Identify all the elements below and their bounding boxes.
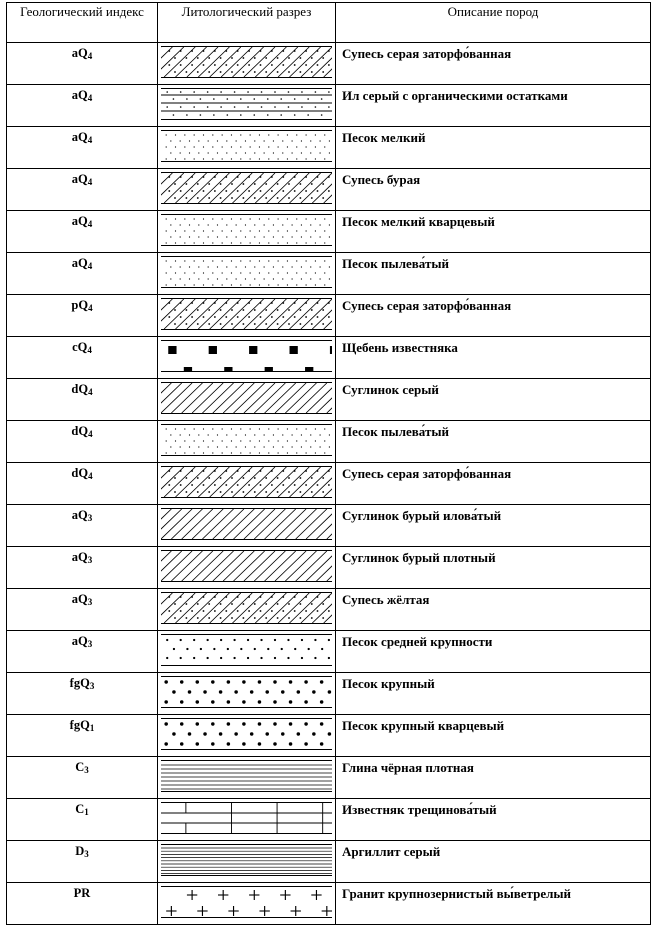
geological-index-subscript: 4 [87,93,93,103]
geological-index [7,757,158,799]
table-row [7,253,651,295]
header-section: Литологический разрез [158,3,336,43]
geological-index [7,421,158,463]
table-row [7,85,651,127]
lithology-cell [158,337,336,379]
lithology-cell [158,43,336,85]
rock-description: Супесь бурая [336,169,651,211]
rock-description: Глина чёрная плотная [336,757,651,799]
geological-index-base: aQ [71,214,88,228]
lithology-pattern-sandy-loam [161,46,332,78]
lithology-pattern-fine-sand [161,256,332,288]
table-body [7,43,651,925]
geological-index-subscript: 4 [88,429,93,439]
geological-index [7,673,158,715]
lithology-pattern-fine-sand [161,130,332,162]
geological-index-base: fgQ [69,718,90,732]
geological-index-subscript: 3 [87,597,93,607]
lithology-cell [158,463,336,505]
pattern-svg [161,467,332,497]
geological-index-base: pQ [71,298,89,312]
table-row [7,169,651,211]
lithology-cell [158,631,336,673]
geological-index-base: aQ [71,130,88,144]
pattern-svg [161,89,332,119]
rock-description: Щебень известняка [336,337,651,379]
geological-index-subscript: 4 [87,345,92,355]
pattern-svg [161,677,332,707]
geological-index-base: dQ [71,466,89,480]
geological-index-base: C [75,802,85,816]
rock-description: Суглинок бурый плотный [336,547,651,589]
pattern-svg [161,635,332,665]
pattern-svg [161,425,332,455]
lithology-cell [158,127,336,169]
geological-index-subscript: 4 [87,51,93,61]
geological-index-subscript: 1 [89,723,95,733]
rock-description: Песок пылева́тый [336,421,651,463]
pattern-svg [161,131,332,161]
pattern-svg [161,509,332,539]
lithology-cell [158,379,336,421]
rock-description: Суглинок бурый илова́тый [336,505,651,547]
table-row [7,589,651,631]
geological-index-base: dQ [71,424,89,438]
lithology-cell [158,211,336,253]
pattern-svg [161,47,332,77]
geological-index-subscript: 4 [87,261,93,271]
rock-description: Песок мелкий кварцевый [336,211,651,253]
table-row [7,421,651,463]
geological-index-base: PR [73,886,91,900]
geological-index-subscript: 3 [89,681,95,691]
table-row [7,295,651,337]
geological-index-base: fgQ [69,676,90,690]
table-row [7,43,651,85]
geological-index-subscript: 3 [87,555,93,565]
rock-description: Песок средней крупности [336,631,651,673]
geological-index-subscript: 3 [87,513,93,523]
lithology-pattern-sandy-loam [161,466,332,498]
geological-index [7,547,158,589]
geological-index-base: dQ [71,382,89,396]
table-row [7,631,651,673]
lithology-pattern-medium-sand [161,634,332,666]
geological-index-subscript: 3 [87,639,93,649]
geological-index-subscript: 4 [87,177,93,187]
lithology-cell [158,883,336,925]
pattern-svg [161,257,332,287]
table-row [7,673,651,715]
table-row [7,547,651,589]
lithology-pattern-coarse-sand [161,676,332,708]
rock-description: Супесь жёлтая [336,589,651,631]
geological-index [7,169,158,211]
lithology-cell [158,841,336,883]
geological-index [7,253,158,295]
geological-index-subscript: 4 [87,219,93,229]
geological-index-subscript: 3 [84,765,89,775]
pattern-svg [161,803,332,833]
geological-index-base: D [75,844,85,858]
lithology-cell [158,589,336,631]
rock-description: Песок крупный [336,673,651,715]
rock-description: Песок пылева́тый [336,253,651,295]
pattern-svg [161,383,332,413]
lithology-pattern-silt [161,88,332,120]
geological-index [7,211,158,253]
geological-index-subscript: 4 [88,471,93,481]
table-row [7,211,651,253]
pattern-svg [161,887,332,917]
geological-index [7,505,158,547]
geological-index-base: aQ [71,172,88,186]
pattern-svg [161,845,332,875]
lithology-pattern-granite [161,886,332,918]
table-row [7,883,651,925]
lithology-pattern-fine-sand [161,424,332,456]
pattern-svg [161,593,332,623]
rock-description: Песок крупный кварцевый [336,715,651,757]
geological-index-base: aQ [71,550,88,564]
rock-description: Ил серый с органическими остатками [336,85,651,127]
geological-index [7,127,158,169]
geological-index [7,841,158,883]
rock-description: Супесь серая заторфо́ванная [336,295,651,337]
geological-index [7,715,158,757]
pattern-svg [161,719,332,749]
geological-index [7,883,158,925]
geological-index [7,379,158,421]
table-row [7,463,651,505]
geological-index [7,631,158,673]
table-row [7,505,651,547]
rock-description: Супесь серая заторфо́ванная [336,43,651,85]
table-row [7,337,651,379]
lithology-cell [158,253,336,295]
lithology-pattern-rubble [161,340,332,372]
geological-index-subscript: 4 [88,303,93,313]
geology-table [6,2,651,925]
lithology-pattern-sandy-loam [161,172,332,204]
geological-index-subscript: 4 [88,387,93,397]
lithology-pattern-loam [161,382,332,414]
lithology-pattern-sandy-loam [161,592,332,624]
table-row [7,757,651,799]
geological-index [7,295,158,337]
rock-description: Гранит крупнозернистый вы́ветрелый [336,883,651,925]
geological-index-base: aQ [71,88,88,102]
pattern-svg [161,341,332,371]
rock-description: Супесь серая заторфо́ванная [336,463,651,505]
rock-description: Известняк трещинова́тый [336,799,651,841]
lithology-pattern-fine-sand [161,214,332,246]
table-row [7,379,651,421]
geological-index-subscript: 4 [87,135,93,145]
header-row [7,3,651,43]
geological-index [7,463,158,505]
geological-index-base: cQ [72,340,88,354]
header-description: Описание пород [336,3,651,43]
lithology-cell [158,169,336,211]
geological-index [7,799,158,841]
lithology-cell [158,757,336,799]
lithology-pattern-limestone [161,802,332,834]
table-row [7,715,651,757]
geological-index-base: aQ [71,634,88,648]
table-row [7,127,651,169]
table-row [7,841,651,883]
lithology-cell [158,421,336,463]
lithology-pattern-coarse-sand [161,718,332,750]
lithology-cell [158,505,336,547]
lithology-pattern-clay [161,760,332,792]
lithology-pattern-sandy-loam [161,298,332,330]
lithology-cell [158,799,336,841]
lithology-cell [158,673,336,715]
geological-index-base: aQ [71,256,88,270]
geological-index-base: aQ [71,508,88,522]
rock-description: Песок мелкий [336,127,651,169]
geological-index-base: aQ [71,46,88,60]
lithology-cell [158,547,336,589]
pattern-svg [161,215,332,245]
lithology-cell [158,85,336,127]
lithology-pattern-argillite [161,844,332,876]
geological-index [7,589,158,631]
pattern-svg [161,761,332,791]
pattern-svg [161,173,332,203]
geological-index [7,43,158,85]
header-index: Геологический индекс [7,3,158,43]
lithology-pattern-loam [161,508,332,540]
geological-index [7,85,158,127]
geological-index-subscript: 1 [84,807,89,817]
rock-description: Суглинок серый [336,379,651,421]
geological-index-base: aQ [71,592,88,606]
geological-index [7,337,158,379]
pattern-svg [161,299,332,329]
lithology-pattern-loam [161,550,332,582]
rock-description: Аргиллит серый [336,841,651,883]
lithology-cell [158,715,336,757]
geological-index-subscript: 3 [84,849,89,859]
pattern-svg [161,551,332,581]
lithology-cell [158,295,336,337]
table-row [7,799,651,841]
geological-index-base: C [75,760,85,774]
